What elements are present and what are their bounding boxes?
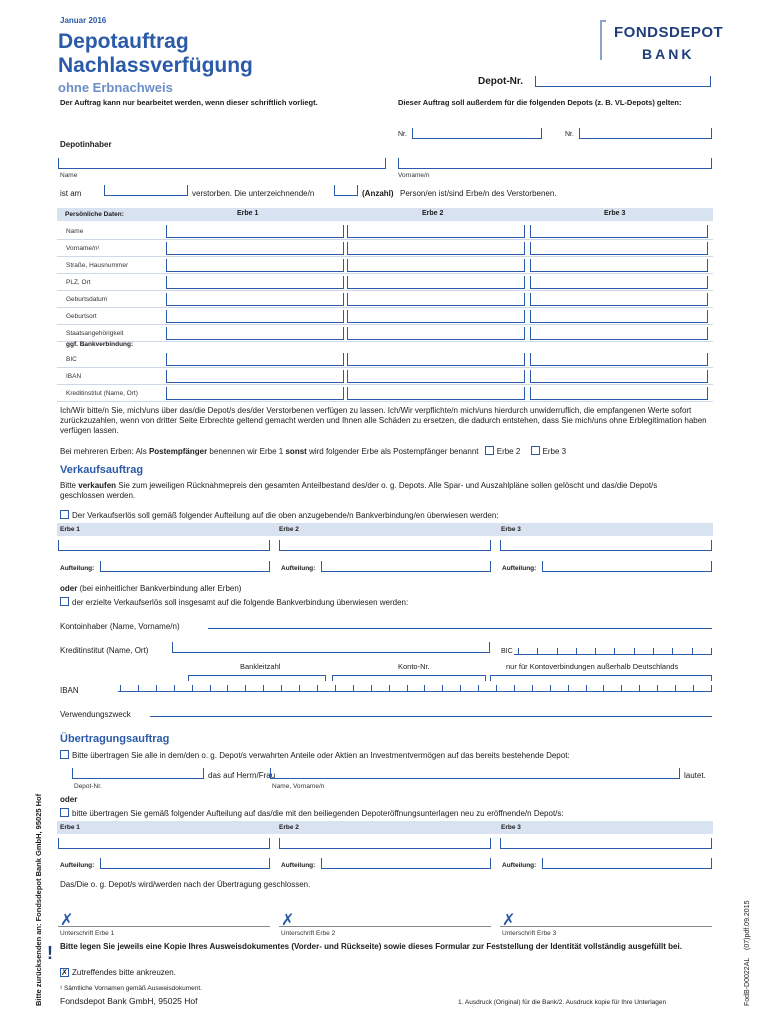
form-version: (07)pdf.09.2015	[744, 900, 751, 950]
post-d: sonst	[285, 447, 307, 456]
transfer-split-1-field[interactable]	[100, 858, 270, 869]
table-row	[57, 368, 713, 385]
transfer-name-field[interactable]	[270, 768, 680, 779]
table-cell-erbe-2[interactable]	[347, 242, 525, 255]
table-cell-erbe-3[interactable]	[530, 259, 708, 272]
sale-erbe2-field[interactable]	[279, 540, 491, 551]
transfer-erbe2-field[interactable]	[279, 838, 491, 849]
table-cell-erbe-2[interactable]	[347, 353, 525, 366]
heir-count-field[interactable]	[334, 185, 358, 196]
tick-mark	[653, 648, 654, 654]
col-erbe-2: Erbe 2	[422, 210, 444, 217]
transfer-option-1-checkbox[interactable]	[60, 750, 69, 759]
depot-nr-label: Depot-Nr.	[478, 76, 523, 87]
footnote: ¹ Sämtliche Vornamen gemäß Ausweisdokument.	[60, 985, 202, 992]
holder-firstname-field[interactable]	[398, 158, 712, 169]
sale-order-text	[60, 481, 700, 501]
tick-mark	[657, 685, 658, 691]
table-cell-erbe-1[interactable]	[166, 387, 344, 400]
tick-mark	[634, 648, 635, 654]
table-row	[57, 240, 713, 257]
form-code: FodB-D0022AL	[744, 957, 751, 1006]
ist-am-label: ist am	[60, 189, 82, 198]
table-row-label: Geburtsdatum	[66, 296, 108, 303]
table-cell-erbe-2[interactable]	[347, 276, 525, 289]
post-erbe2-label: Erbe 2	[496, 447, 521, 456]
tick-mark	[263, 685, 264, 691]
sale-split-3-field[interactable]	[542, 561, 712, 572]
transfer-order-title: Übertragungsauftrag	[60, 733, 170, 745]
table-cell-erbe-3[interactable]	[530, 293, 708, 306]
table-row-label: Straße, Hausnummer	[66, 262, 129, 269]
sale-option-2-checkbox[interactable]	[60, 597, 69, 606]
table-cell-erbe-2[interactable]	[347, 259, 525, 272]
sale-split-2-label: Aufteilung:	[281, 565, 316, 572]
sale-c: Sie zum jeweiligen Rücknahmepreis den gesamten Anteilbestand des/der o. g. Depots. Alle Spar- und Auszahlpläne sollen gelöscht und das/die Depot/s geschlossen werden.	[60, 481, 658, 500]
post-a: Bei mehreren Erben: Als	[60, 447, 147, 456]
transfer-split-2-label: Aufteilung:	[281, 862, 316, 869]
tick-mark	[675, 685, 676, 691]
other-depots-label: Dieser Auftrag soll außerdem für die folgenden Depots (z. B. VL-Depots) gelten:	[398, 98, 682, 107]
copy-note: Bitte legen Sie jeweils eine Kopie Ihres Ausweisdokumentes (Vorder- und Rückseite) sowie dieses Formular zur Feststellung der Identität vollständig ausgefüllt bei.	[60, 942, 682, 951]
table-row	[57, 308, 713, 325]
transfer-split-3-field[interactable]	[542, 858, 712, 869]
bank-name-label: Kreditinstitut (Name, Ort)	[60, 646, 149, 655]
tick-mark	[138, 685, 139, 691]
tick-mark	[156, 685, 157, 691]
sale-split-3-label: Aufteilung:	[502, 565, 537, 572]
subtitle: ohne Erbnachweis	[58, 80, 173, 95]
transfer-depotnr-label: Depot-Nr.	[74, 783, 102, 790]
table-row-label: Name	[66, 228, 84, 235]
lautet-label: lautet.	[684, 771, 706, 780]
tick-mark	[389, 685, 390, 691]
transfer-option-2	[60, 808, 564, 818]
tick-mark	[576, 648, 577, 654]
signature-3-label: Unterschrift Erbe 3	[502, 930, 557, 937]
other-depot-nr-1[interactable]	[412, 128, 542, 139]
signature-2-label: Unterschrift Erbe 2	[281, 930, 336, 937]
transfer-erbe1: Erbe 1	[60, 824, 80, 831]
sale-option-1-checkbox[interactable]	[60, 510, 69, 519]
tick-mark	[692, 648, 693, 654]
transfer-erbe3-field[interactable]	[500, 838, 712, 849]
sale-erbe1: Erbe 1	[60, 526, 80, 533]
tick-mark	[478, 685, 479, 691]
return-address-vertical: Bitte zurücksenden an: Fondsdepot Bank GmbH, 95025 Hof	[34, 793, 43, 1006]
iban-field[interactable]	[118, 691, 712, 692]
sale-b: verkaufen	[78, 481, 117, 490]
sale-split-1-field[interactable]	[100, 561, 270, 572]
signature-2-line[interactable]	[279, 926, 491, 927]
sale-erbe3-field[interactable]	[500, 540, 712, 551]
page-title	[58, 30, 253, 78]
table-row-label: Vorname/n¹	[66, 245, 100, 252]
table-cell-erbe-3[interactable]	[530, 327, 708, 340]
table-row	[57, 291, 713, 308]
tick-mark	[442, 685, 443, 691]
transfer-closing-text: Das/Die o. g. Depot/s wird/werden nach der Übertragung geschlossen.	[60, 880, 311, 889]
tick-mark	[371, 685, 372, 691]
form-date: Januar 2016	[60, 16, 107, 25]
personal-data-header: Persönliche Daten:	[65, 211, 124, 218]
tick-mark	[711, 685, 712, 691]
depot-nr-field[interactable]	[535, 76, 711, 87]
tick-mark	[537, 648, 538, 654]
post-c: benennen wir Erbe 1	[209, 447, 284, 456]
post-erbe2-checkbox[interactable]	[485, 446, 494, 455]
signature-1-line[interactable]	[58, 926, 270, 927]
transfer-erbe1-field[interactable]	[58, 838, 270, 849]
holder-name-field[interactable]	[58, 158, 386, 169]
tick-mark	[621, 685, 622, 691]
col-erbe-1: Erbe 1	[237, 210, 259, 217]
form-code-vertical	[744, 901, 751, 1006]
tick-mark	[557, 648, 558, 654]
table-row	[57, 325, 713, 342]
table-cell-erbe-1[interactable]	[166, 242, 344, 255]
sale-option-2	[60, 597, 408, 607]
table-cell-erbe-3[interactable]	[530, 353, 708, 366]
transfer-erbe2: Erbe 2	[279, 824, 299, 831]
verstorben-text: verstorben. Die unterzeichnende/n	[192, 189, 315, 198]
tick-mark	[210, 685, 211, 691]
abroad-label: nur für Kontoverbindungen außerhalb Deutschlands	[506, 662, 679, 671]
tick-mark	[245, 685, 246, 691]
post-b: Postempfänger	[148, 447, 208, 456]
sale-option-1	[60, 510, 499, 520]
table-row	[57, 385, 713, 402]
tick-note	[60, 968, 176, 977]
table-row-label: Kreditinstitut (Name, Ort)	[66, 390, 138, 397]
transfer-depot-nr-field[interactable]	[72, 768, 204, 779]
death-date-field[interactable]	[104, 185, 188, 196]
account-holder-label: Kontoinhaber (Name, Vorname/n)	[60, 622, 180, 631]
tick-mark	[281, 685, 282, 691]
tick-mark	[693, 685, 694, 691]
sale-erbe2: Erbe 2	[279, 526, 299, 533]
tick-mark	[120, 685, 121, 691]
post-erbe3-checkbox[interactable]	[531, 446, 540, 455]
table-row-label: BIC	[66, 356, 77, 363]
transfer-option-1-text: Bitte übertragen Sie alle in dem/den o. g. Depot/s verwahrten Anteile oder Aktien an Investmentvermögen auf das bereits bestehende Depot:	[72, 751, 570, 760]
ticked-checkbox-icon: ✗	[61, 968, 68, 977]
transfer-heirs-header	[57, 821, 713, 834]
sale-heirs-header	[57, 523, 713, 536]
table-cell-erbe-3[interactable]	[530, 310, 708, 323]
purpose-label: Verwendungszweck	[60, 710, 131, 719]
sale-a: Bitte	[60, 481, 77, 490]
tick-mark	[335, 685, 336, 691]
purpose-field[interactable]	[150, 716, 712, 717]
iban-label: IBAN	[60, 686, 79, 695]
table-row	[57, 274, 713, 291]
tick-mark	[614, 648, 615, 654]
tick-mark	[514, 685, 515, 691]
table-cell-erbe-3[interactable]	[530, 225, 708, 238]
logo-text-bottom: BANK	[642, 46, 695, 62]
exclamation-icon: !	[47, 943, 53, 963]
sale-order-title: Verkaufsauftrag	[60, 464, 144, 476]
tick-mark	[639, 685, 640, 691]
holder-firstname-label: Vorname/n	[398, 172, 430, 179]
title-line-2: Nachlassverfügung	[58, 54, 253, 77]
other-depot-nr-2[interactable]	[579, 128, 712, 139]
table-cell-erbe-2[interactable]	[347, 310, 525, 323]
title-line-1: Depotauftrag	[58, 30, 189, 53]
post-e: wird folgender Erbe als Postempfänger benannt	[309, 447, 479, 456]
tick-note-text: Zutreffendes bitte ankreuzen.	[72, 968, 176, 977]
table-cell-erbe-3[interactable]	[530, 276, 708, 289]
signature-1-label: Unterschrift Erbe 1	[60, 930, 115, 937]
anzahl-label: (Anzahl)	[362, 189, 394, 198]
post-erbe3-label: Erbe 3	[542, 447, 567, 456]
transfer-option-1	[60, 750, 570, 760]
nr-label-2: Nr.	[565, 131, 574, 138]
sign-mark-2-icon: ✗	[281, 912, 295, 929]
transfer-erbe3: Erbe 3	[501, 824, 521, 831]
transfer-oder: oder	[60, 795, 78, 804]
table-row-label: Geburtsort	[66, 313, 97, 320]
table-cell-erbe-2[interactable]	[347, 370, 525, 383]
depot-holder-label: Depotinhaber	[60, 140, 112, 149]
nr-label-1: Nr.	[398, 131, 407, 138]
table-header	[57, 208, 713, 221]
footer-copies: 1. Ausdruck (Original) für die Bank/2. Ausdruck kopie für Ihre Unterlagen	[458, 999, 667, 1006]
bank-name-field[interactable]	[172, 642, 490, 653]
table-cell-erbe-2[interactable]	[347, 293, 525, 306]
signature-3-line[interactable]	[500, 926, 712, 927]
tick-mark	[496, 685, 497, 691]
transfer-name-label: Name, Vorname/n	[272, 783, 325, 790]
sale-oder-note: (bei einheitlicher Bankverbindung aller Erben)	[79, 584, 242, 593]
tick-mark	[603, 685, 604, 691]
iban-ticks	[120, 683, 712, 691]
table-cell-erbe-3[interactable]	[530, 242, 708, 255]
table-cell-erbe-1[interactable]	[166, 310, 344, 323]
tick-mark	[672, 648, 673, 654]
written-note: Der Auftrag kann nur bearbeitet werden, wenn dieser schriftlich vorliegt.	[60, 98, 318, 107]
tick-mark	[711, 648, 712, 654]
table-cell-erbe-1[interactable]	[166, 370, 344, 383]
sale-erbe3: Erbe 3	[501, 526, 521, 533]
transfer-split-3-label: Aufteilung:	[502, 862, 537, 869]
sale-split-1-label: Aufteilung:	[60, 565, 95, 572]
sign-mark-1-icon: ✗	[60, 912, 74, 929]
table-row-label: IBAN	[66, 373, 82, 380]
table-cell-erbe-2[interactable]	[347, 387, 525, 400]
table-row	[57, 351, 713, 368]
table-row	[57, 257, 713, 274]
sale-option-1-text: Der Verkaufserlös soll gemäß folgender Aufteilung auf die oben anzugebende/n Bankverbindung/en überwiesen werden:	[72, 511, 499, 520]
table-row	[57, 223, 713, 240]
table-cell-erbe-1[interactable]	[166, 293, 344, 306]
transfer-split-1-label: Aufteilung:	[60, 862, 95, 869]
bic-field[interactable]	[514, 654, 712, 655]
tick-mark	[192, 685, 193, 691]
table-cell-erbe-3[interactable]	[530, 387, 708, 400]
table-cell-erbe-1[interactable]	[166, 276, 344, 289]
table-cell-erbe-3[interactable]	[530, 370, 708, 383]
sale-oder-line	[60, 584, 241, 593]
tick-mark	[407, 685, 408, 691]
sale-oder: oder	[60, 584, 78, 593]
account-holder-field[interactable]	[208, 628, 712, 629]
logo	[600, 16, 742, 68]
tick-mark	[299, 685, 300, 691]
transfer-option-2-text: bitte übertragen Sie gemäß folgender Aufteilung auf das/die mit den beiliegenden Depoteröffnungsunterlagen neu zu eröffnende/n Depot/s:	[72, 809, 564, 818]
col-erbe-3: Erbe 3	[604, 210, 626, 217]
table-row-label: Staatsangehörigkeit	[66, 330, 124, 337]
table-cell-erbe-2[interactable]	[347, 327, 525, 340]
table-cell-erbe-2[interactable]	[347, 225, 525, 238]
tick-mark	[317, 685, 318, 691]
post-recipient-line	[60, 446, 566, 456]
sale-erbe1-field[interactable]	[58, 540, 270, 551]
tick-mark	[586, 685, 587, 691]
tick-mark	[424, 685, 425, 691]
tick-mark	[174, 685, 175, 691]
table-cell-erbe-1[interactable]	[166, 327, 344, 340]
holder-name-label: Name	[60, 172, 78, 179]
tick-mark	[568, 685, 569, 691]
tick-mark	[550, 685, 551, 691]
footer-address: Fondsdepot Bank GmbH, 95025 Hof	[60, 996, 198, 1006]
declaration-text: Ich/Wir bitte/n Sie, mich/uns über das/die Depot/s des/der Verstorbenen verfügen zu lassen. Ich/Wir verpflichte/n mich/uns hierdurch unwiderruflich, die empfangenen Werte sofort zurückzuzahlen, wenn von dritter Seite Erbrechte geltend gemacht werden und Ihnen alle Schäden zu ersetzen, die dadurch entstehen, dass Sie mich/uns ohne Erblegitimation haben verfügen lassen.	[60, 406, 707, 435]
heirs-text: Person/en ist/sind Erbe/n des Verstorbenen.	[400, 189, 557, 198]
sale-split-2-field[interactable]	[321, 561, 491, 572]
transfer-option-2-checkbox[interactable]	[60, 808, 69, 817]
blz-label: Bankleitzahl	[240, 662, 281, 671]
tick-mark	[353, 685, 354, 691]
kontonr-label: Konto-Nr.	[398, 662, 430, 671]
herrn-frau-label: das auf Herrn/Frau	[208, 771, 276, 780]
table-cell-erbe-1[interactable]	[166, 225, 344, 238]
blz-bracket	[188, 675, 326, 681]
sale-option-2-text: der erzielte Verkaufserlös soll insgesamt auf die folgende Bankverbindung überwiesen werden:	[72, 598, 409, 607]
table-row-label: PLZ, Ort	[66, 279, 91, 286]
tick-mark	[518, 648, 519, 654]
table-cell-erbe-1[interactable]	[166, 259, 344, 272]
bank-header: ggf. Bankverbindung:	[66, 341, 134, 348]
transfer-split-2-field[interactable]	[321, 858, 491, 869]
tick-mark	[532, 685, 533, 691]
tick-mark	[595, 648, 596, 654]
tick-mark	[227, 685, 228, 691]
bic-ticks	[518, 646, 712, 654]
bic-label: BIC	[501, 648, 513, 655]
table-cell-erbe-1[interactable]	[166, 353, 344, 366]
tick-mark	[460, 685, 461, 691]
logo-text-top: FONDSDEPOT	[614, 24, 724, 41]
abroad-bracket	[490, 675, 712, 681]
kontonr-bracket	[332, 675, 486, 681]
sign-mark-3-icon: ✗	[502, 912, 516, 929]
